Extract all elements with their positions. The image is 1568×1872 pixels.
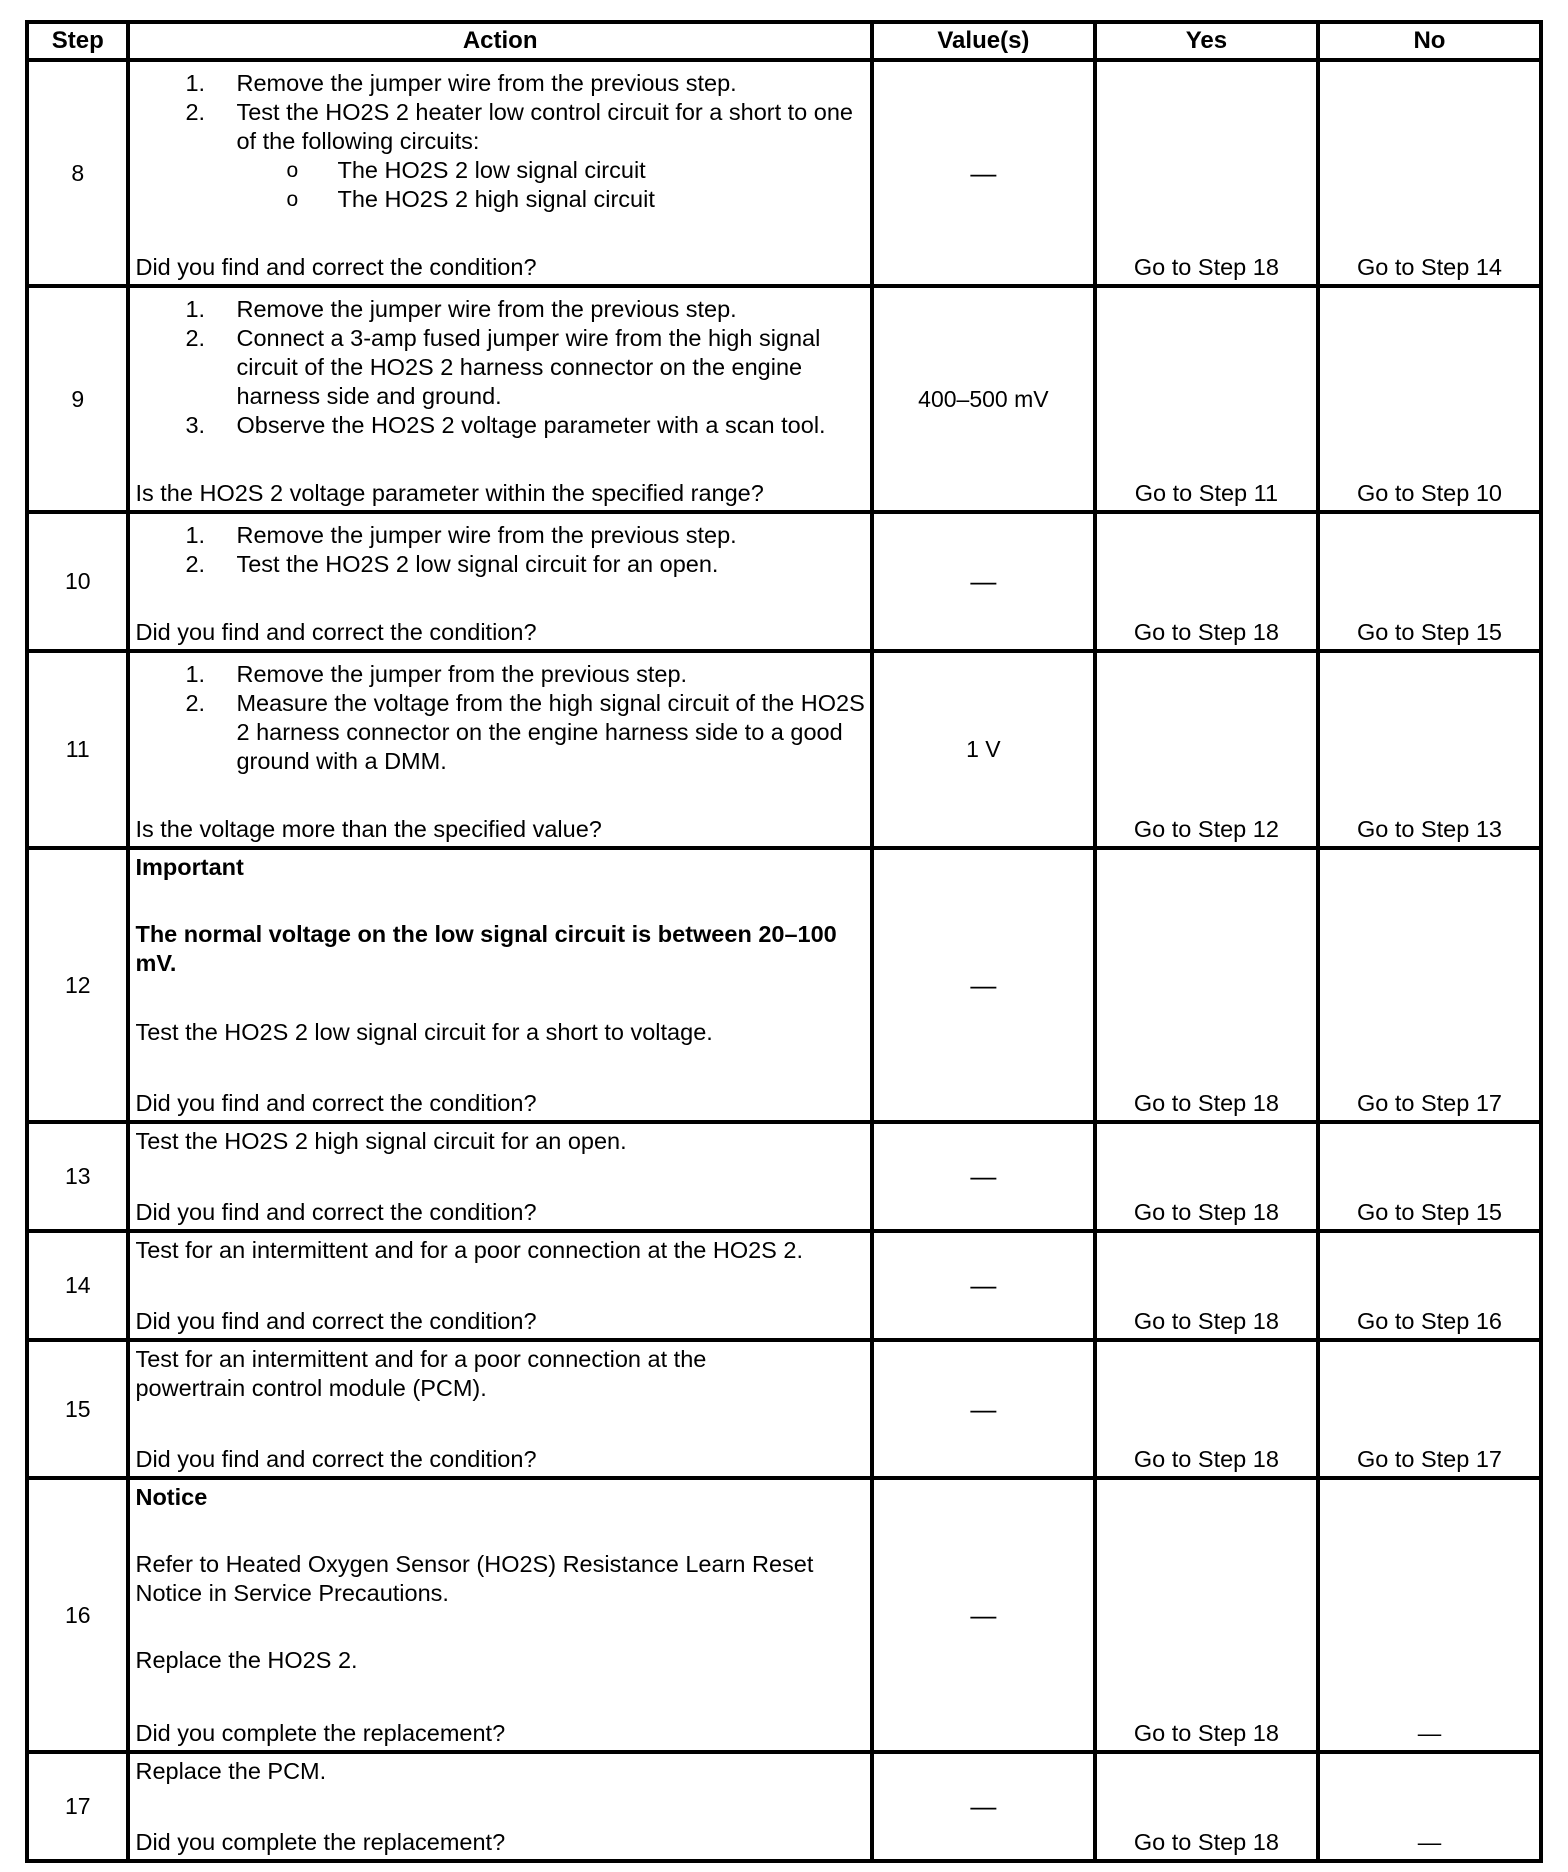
- value-cell: —: [872, 1340, 1095, 1478]
- action-question: Is the HO2S 2 voltage parameter within the specified range?: [135, 480, 764, 506]
- table-row-step-17: [27, 1752, 1541, 1861]
- no-cell: Go to Step 17: [1318, 1340, 1541, 1478]
- value-cell: 1 V: [872, 651, 1095, 848]
- table-row-step-16: [27, 1478, 1541, 1752]
- action-text: Replace the PCM.: [135, 1758, 327, 1784]
- step-number: 17: [27, 1752, 128, 1861]
- table-row-step-10: [27, 512, 1541, 651]
- value-cell: —: [872, 848, 1095, 1122]
- action-text-2: Replace the HO2S 2.: [135, 1647, 358, 1673]
- action-cell: [128, 60, 871, 286]
- value-cell: —: [872, 1478, 1095, 1752]
- header-yes: Yes: [1095, 22, 1318, 60]
- action-question: Is the voltage more than the specified value?: [135, 816, 602, 842]
- action-question: Did you complete the replacement?: [135, 1720, 506, 1746]
- value-cell: —: [872, 1122, 1095, 1231]
- action-cell: [128, 512, 871, 651]
- action-steps: [135, 69, 865, 214]
- value-cell: 400–500 mV: [872, 286, 1095, 512]
- step-number: 12: [27, 848, 128, 1122]
- action-step: 2. Measure the voltage from the high signal circuit of the HO2S 2 harness connector on the engine harness side to a good ground with a DMM.: [185, 690, 865, 774]
- action-cell: [128, 286, 871, 512]
- action-question: Did you find and correct the condition?: [135, 1199, 537, 1225]
- action-cell: [128, 848, 871, 1122]
- header-values: Value(s): [872, 22, 1095, 60]
- action-question: Did you find and correct the condition?: [135, 1090, 537, 1116]
- action-cell: [128, 1122, 871, 1231]
- action-text: Test for an intermittent and for a poor connection at the HO2S 2.: [135, 1237, 803, 1263]
- table-row-step-9: [27, 286, 1541, 512]
- action-cell: [128, 1478, 871, 1752]
- no-cell: Go to Step 16: [1318, 1231, 1541, 1340]
- action-text: Test the HO2S 2 low signal circuit for a short to voltage.: [135, 1019, 713, 1045]
- step-number: 14: [27, 1231, 128, 1340]
- table-row-step-12: [27, 848, 1541, 1122]
- step-number: 11: [27, 651, 128, 848]
- step-number: 9: [27, 286, 128, 512]
- action-cell: [128, 1340, 871, 1478]
- step-number: 13: [27, 1122, 128, 1231]
- header-step: Step: [27, 22, 128, 60]
- step-number: 8: [27, 60, 128, 286]
- table-row-step-14: [27, 1231, 1541, 1340]
- action-cell: [128, 651, 871, 848]
- diagnostic-table: [25, 20, 1543, 1863]
- notice-heading: Important: [135, 854, 244, 880]
- header-action: Action: [128, 22, 871, 60]
- sub-bullets: [236, 156, 865, 214]
- action-question: Did you complete the replacement?: [135, 1829, 506, 1855]
- action-question: Did you find and correct the condition?: [135, 619, 537, 645]
- no-cell: Go to Step 15: [1318, 512, 1541, 651]
- no-cell: —: [1318, 1752, 1541, 1861]
- table-row-step-11: [27, 651, 1541, 848]
- value-cell: —: [872, 60, 1095, 286]
- action-steps: [135, 295, 865, 440]
- step-number: 10: [27, 512, 128, 651]
- table-row-step-8: [27, 60, 1541, 286]
- yes-cell: Go to Step 18: [1095, 1478, 1318, 1752]
- action-step: 2. Connect a 3-amp fused jumper wire from the high signal circuit of the HO2S 2 harness connector on the engine harness side and ground.: [185, 325, 821, 409]
- action-step: 1. Remove the jumper wire from the previous step.: [185, 522, 737, 548]
- yes-cell: Go to Step 18: [1095, 512, 1318, 651]
- no-cell: Go to Step 17: [1318, 848, 1541, 1122]
- action-step: 1. Remove the jumper wire from the previous step.: [185, 296, 737, 322]
- action-steps: [135, 660, 865, 776]
- yes-cell: Go to Step 18: [1095, 1231, 1318, 1340]
- no-cell: Go to Step 10: [1318, 286, 1541, 512]
- action-step: 3. Observe the HO2S 2 voltage parameter with a scan tool.: [185, 412, 826, 438]
- step-number: 15: [27, 1340, 128, 1478]
- action-question: Did you find and correct the condition?: [135, 1446, 537, 1472]
- step-number: 16: [27, 1478, 128, 1752]
- action-steps: [135, 521, 865, 579]
- no-cell: Go to Step 14: [1318, 60, 1541, 286]
- action-step: 2. Test the HO2S 2 low signal circuit for an open.: [185, 551, 719, 577]
- yes-cell: Go to Step 11: [1095, 286, 1318, 512]
- action-question: Did you find and correct the condition?: [135, 1308, 537, 1334]
- important-note: The normal voltage on the low signal circuit is between 20–100 mV.: [135, 921, 837, 976]
- no-cell: —: [1318, 1478, 1541, 1752]
- action-text: Test for an intermittent and for a poor connection at the powertrain control module (PCM).: [135, 1346, 707, 1401]
- value-cell: —: [872, 1752, 1095, 1861]
- yes-cell: Go to Step 18: [1095, 1122, 1318, 1231]
- yes-cell: Go to Step 18: [1095, 1340, 1318, 1478]
- sub-bullet: o The HO2S 2 low signal circuit: [286, 157, 646, 183]
- value-cell: —: [872, 512, 1095, 651]
- yes-cell: Go to Step 18: [1095, 848, 1318, 1122]
- action-text: Test the HO2S 2 high signal circuit for an open.: [135, 1128, 627, 1154]
- notice-heading: Notice: [135, 1484, 208, 1510]
- action-step: 2. Test the HO2S 2 heater low control circuit for a short to one of the following circuits: o The HO2S 2 low signal circuit o The HO2S 2 high signal circuit: [135, 98, 865, 214]
- no-cell: Go to Step 13: [1318, 651, 1541, 848]
- action-step: 1. Remove the jumper from the previous step.: [185, 661, 688, 687]
- action-question: Did you find and correct the condition?: [135, 254, 537, 280]
- header-no: No: [1318, 22, 1541, 60]
- no-cell: Go to Step 15: [1318, 1122, 1541, 1231]
- action-text: Refer to Heated Oxygen Sensor (HO2S) Resistance Learn Reset Notice in Service Precautions.: [135, 1551, 814, 1606]
- yes-cell: Go to Step 18: [1095, 1752, 1318, 1861]
- yes-cell: Go to Step 18: [1095, 60, 1318, 286]
- action-cell: [128, 1752, 871, 1861]
- sub-bullet: o The HO2S 2 high signal circuit: [286, 186, 655, 212]
- yes-cell: Go to Step 12: [1095, 651, 1318, 848]
- header-row: [27, 22, 1541, 60]
- value-cell: —: [872, 1231, 1095, 1340]
- table-row-step-13: [27, 1122, 1541, 1231]
- table-row-step-15: [27, 1340, 1541, 1478]
- action-cell: [128, 1231, 871, 1340]
- action-step: 1. Remove the jumper wire from the previous step.: [185, 70, 737, 96]
